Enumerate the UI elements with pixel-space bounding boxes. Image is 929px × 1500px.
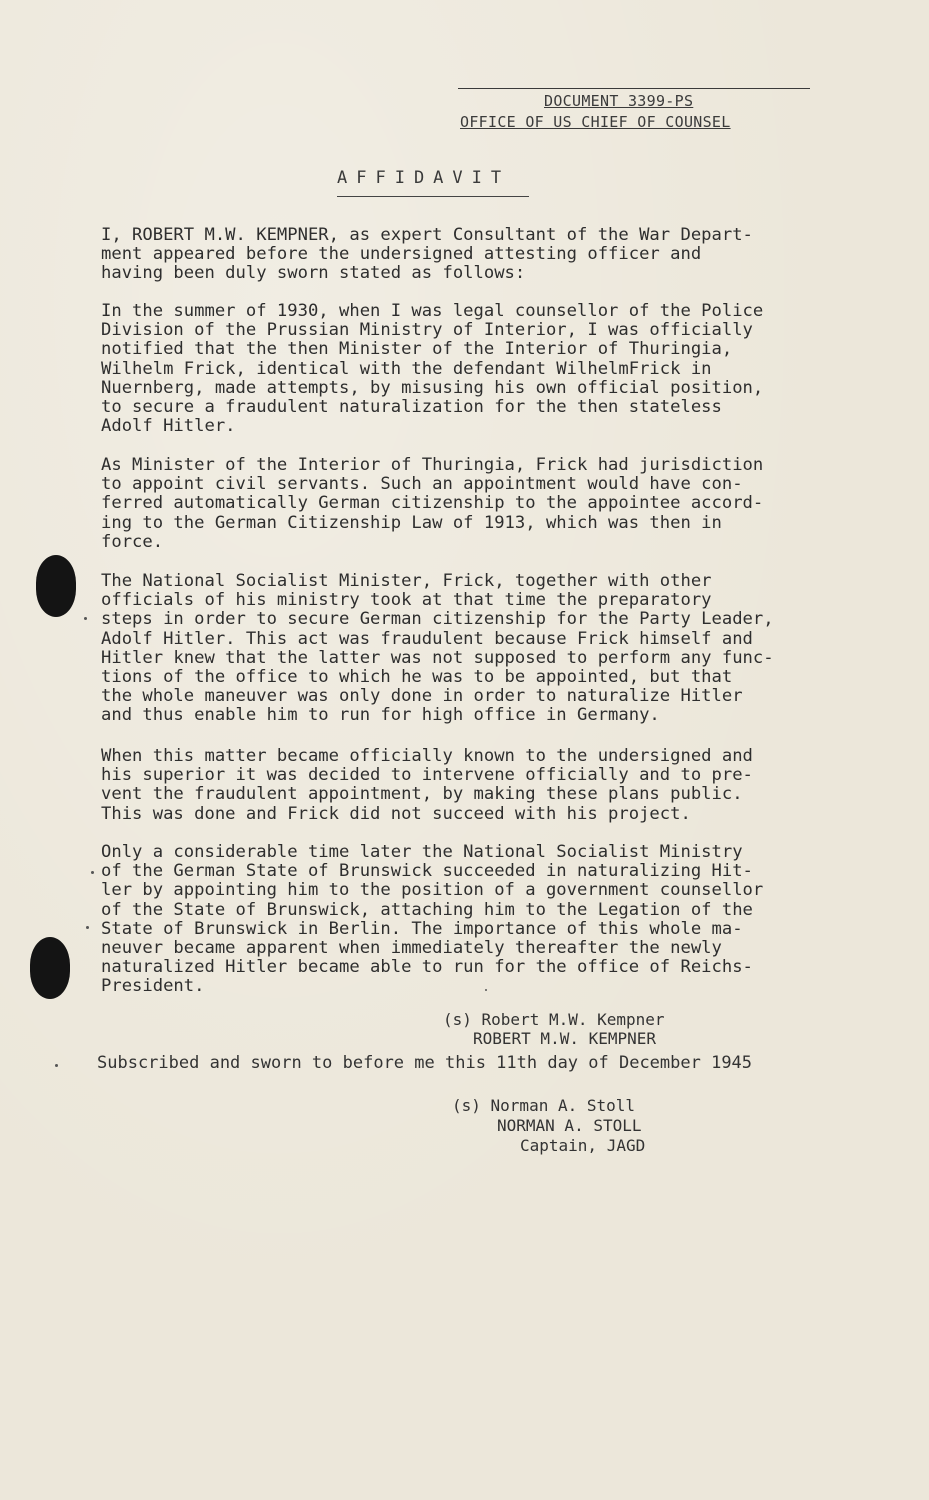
- paragraph-brunswick: Only a considerable time later the National Socialist Ministry of the German State of Brunswick succeeded in naturalizing Hit- ler by appointing him to the position of a government counsellor of the State of Brunswick, attaching him to the Legation of the State of Brunswick in Berlin. The importance of this whole ma- neuver became apparent when immediately thereafter the newly naturalized Hitler became able to run for the office of Reichs- President.: [101, 842, 764, 997]
- paper-speck: [55, 1064, 58, 1067]
- paper-speck: [86, 926, 89, 929]
- paragraph-jurisdiction: As Minister of the Interior of Thuringia, Frick had jurisdiction to appoint civil servants. Such an appointment would have con- ferred automatically German citizenship to the appointee accord- ing to the German Citizenship Law of 1913, which was then in force.: [101, 455, 764, 552]
- punch-hole: [30, 937, 70, 999]
- affiant-typed-name: ROBERT M.W. KEMPNER: [473, 1029, 657, 1048]
- paper-speck: [84, 617, 87, 620]
- paragraph-1930: In the summer of 1930, when I was legal counsellor of the Police Division of the Prussian Ministry of Interior, I was officially notified that the then Minister of the Interior of Thuringia, Wilhelm Frick, identical with the defendant WilhelmFrick in Nuernberg, made attempts, by misusing his own official position, to secure a fraudulent naturalization for the then stateless Adolf Hitler.: [101, 301, 764, 437]
- officer-typed-name: NORMAN A. STOLL: [497, 1116, 642, 1135]
- paragraph-intervention: When this matter became officially known to the undersigned and his superior it was decided to intervene officially and to pre- vent the fraudulent appointment, by making these plans public. This was done and Frick did not succeed with his project.: [101, 746, 753, 824]
- paper-speck: [91, 871, 94, 874]
- paper-speck: [485, 989, 487, 991]
- office-line: OFFICE OF US CHIEF OF COUNSEL: [460, 113, 731, 131]
- document-header: [458, 88, 810, 133]
- document-number: DOCUMENT 3399-PS: [544, 92, 694, 110]
- affiant-signature: (s) Robert M.W. Kempner: [443, 1010, 665, 1029]
- jurat-line: Subscribed and sworn to before me this 11th day of December 1945: [97, 1053, 753, 1073]
- punch-hole: [36, 555, 76, 617]
- officer-signature: (s) Norman A. Stoll: [452, 1096, 636, 1115]
- paragraph-intro: I, ROBERT M.W. KEMPNER, as expert Consultant of the War Depart- ment appeared before the undersigned attesting officer and having been duly sworn stated as follows:: [101, 225, 753, 284]
- paragraph-fraud: The National Socialist Minister, Frick, together with other officials of his ministry took at that time the preparatory steps in order to secure German citizenship for the Party Leader, Adolf Hitler. This act was fraudulent because Frick himself and Hitler knew that the latter was not supposed to perform any func- tions of the office to which he was to be appointed, but that the whole maneuver was only done in order to naturalize Hitler and thus enable him to run for high office in Germany.: [101, 571, 774, 726]
- officer-rank: Captain, JAGD: [520, 1136, 646, 1155]
- document-title: AFFIDAVIT: [337, 168, 529, 197]
